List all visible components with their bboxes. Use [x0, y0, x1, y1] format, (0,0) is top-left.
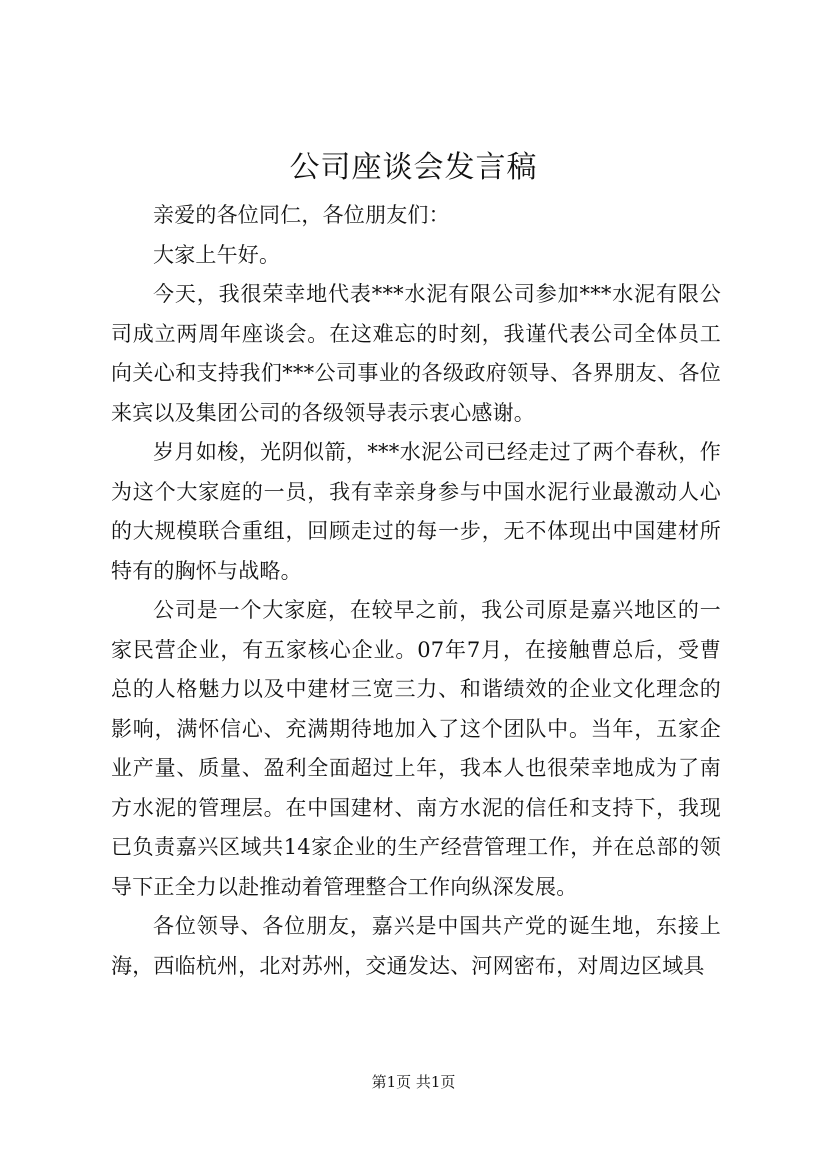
document-body — [111, 196, 721, 986]
intro-paragraph: 今天，我很荣幸地代表***水泥有限公司参加***水泥有限公司成立两周年座谈会。在这难忘的时刻，我谨代表公司全体员工向关心和支持我们***公司事业的各级政府领导、各界朋友、各位来宾以及集团公司的各级领导表示衷心感谢。 — [111, 282, 721, 425]
company-paragraph: 公司是一个大家庭，在较早之前，我公司原是嘉兴地区的一家民营企业，有五家核心企业。07年7月，在接触曹总后，受曹总的人格魅力以及中建材三宽三力、和谐绩效的企业文化理念的影响，满怀信心、充满期待地加入了这个团队中。当年，五家企业产量、质量、盈利全面超过上年，我本人也很荣幸地成为了南方水泥的管理层。在中国建材、南方水泥的信任和支持下，我现已负责嘉兴区域共14家企业的生产经营管理工作，并在总部的领导下正全力以赴推动着管理整合工作向纵深发展。 — [111, 598, 721, 899]
page-footer: 第1页 共1页 — [371, 1073, 456, 1091]
jiaxing-paragraph: 各位领导、各位朋友，嘉兴是中国共产党的诞生地，东接上海，西临杭州，北对苏州，交通发达、河网密布，对周边区域具 — [111, 914, 721, 978]
history-paragraph: 岁月如梭，光阴似箭，***水泥公司已经走过了两个春秋，作为这个大家庭的一员，我有幸亲身参与中国水泥行业最激动人心的大规模联合重组，回顾走过的每一步，无不体现出中国建材所特有的胸怀与战略。 — [111, 440, 721, 583]
greeting-paragraph: 亲爱的各位同仁，各位朋友们： — [153, 203, 450, 227]
document-title: 公司座谈会发言稿 — [289, 150, 538, 185]
salutation-paragraph: 大家上午好。 — [153, 242, 281, 267]
